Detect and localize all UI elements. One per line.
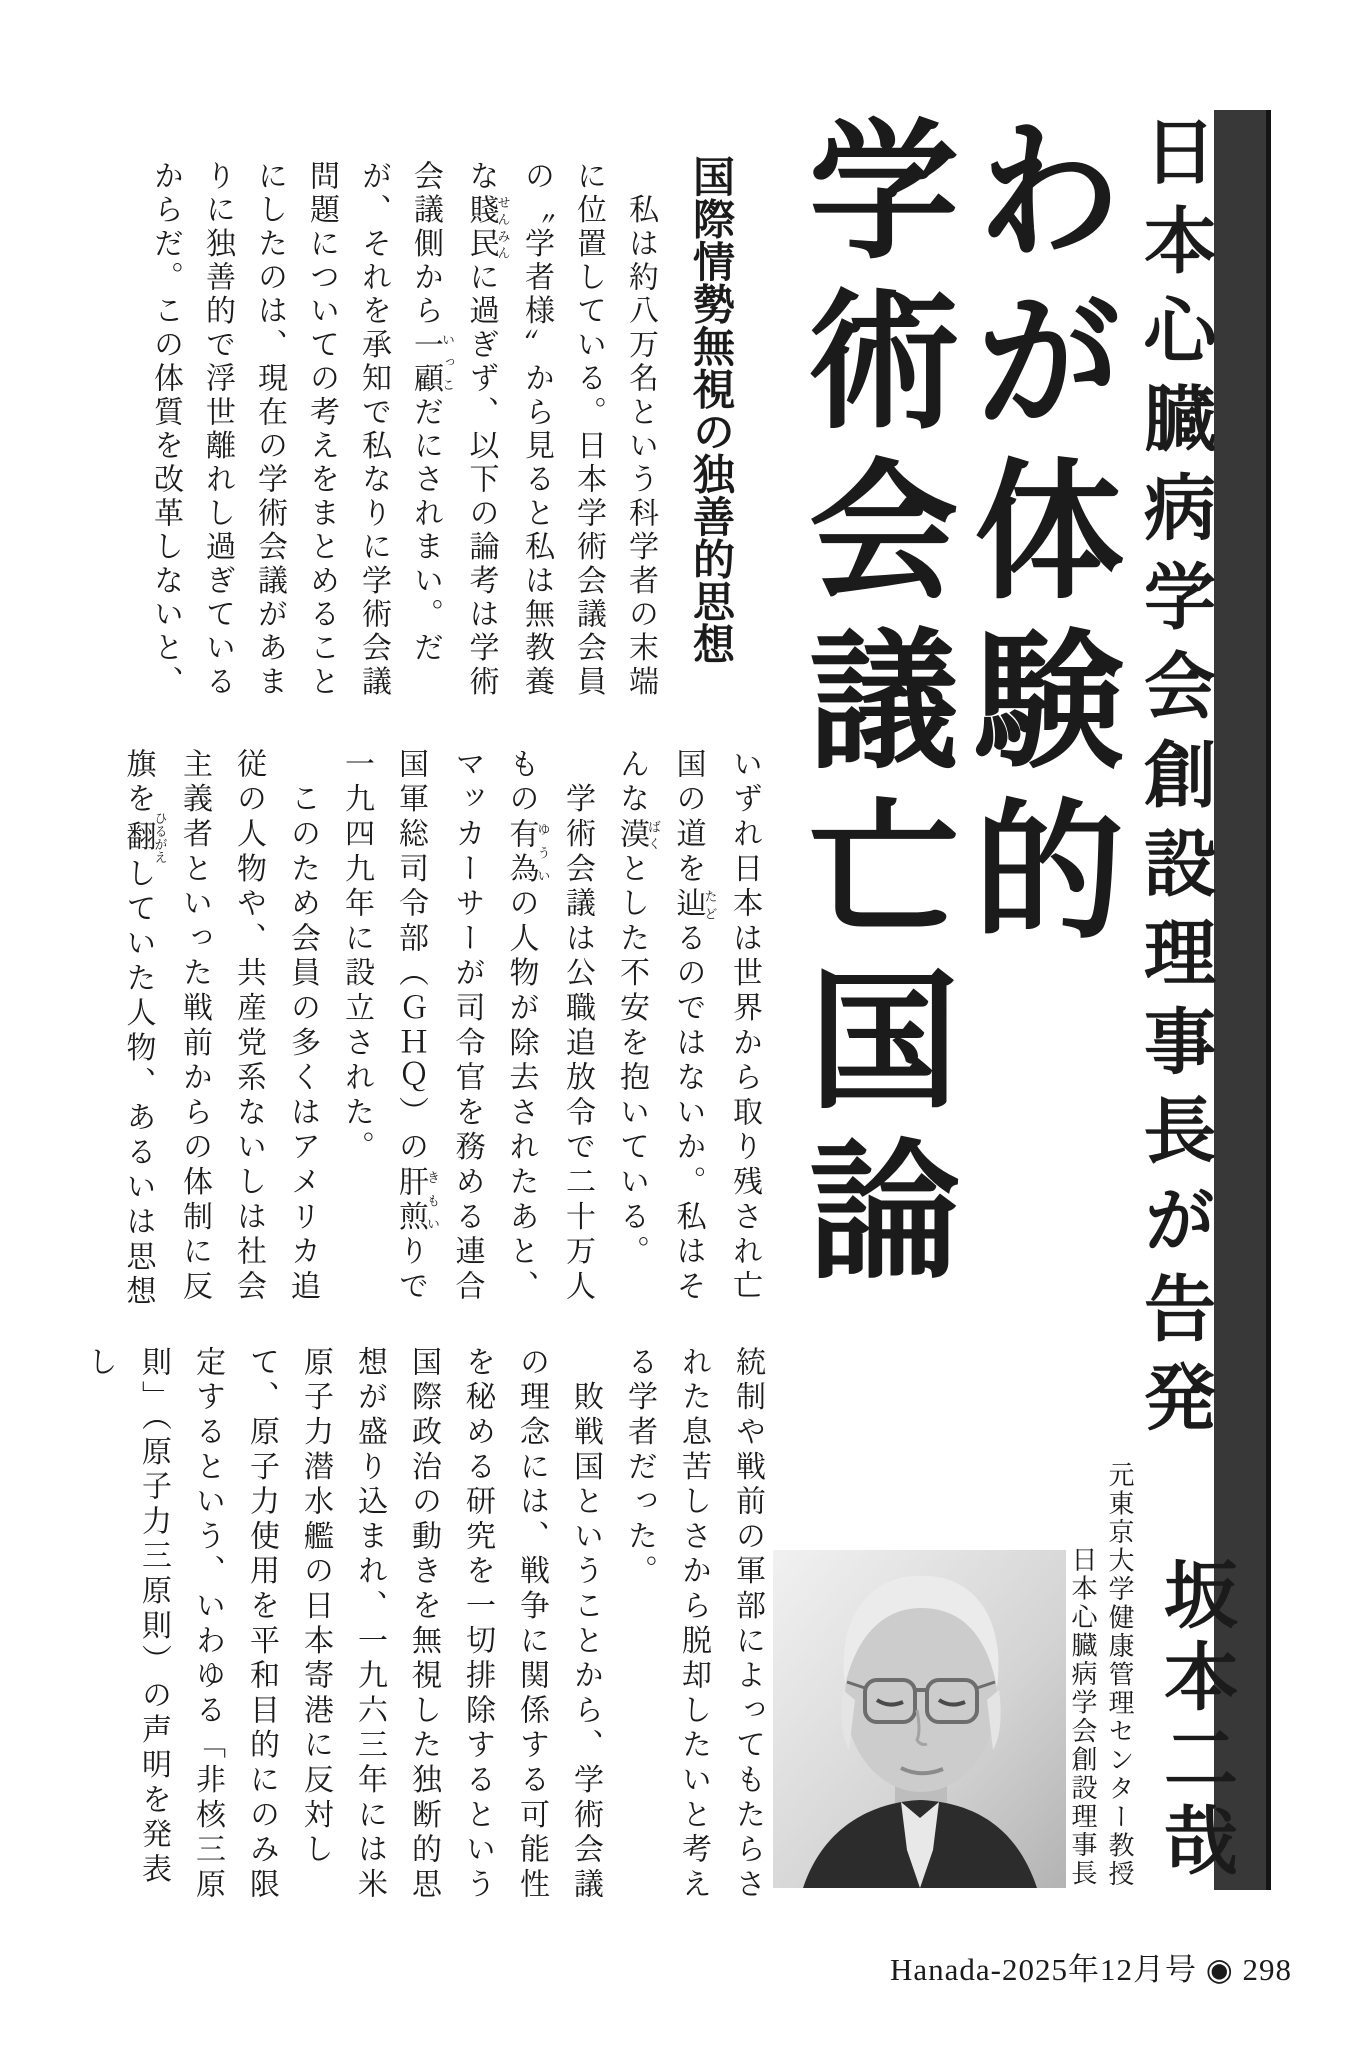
text-column: 則」（原子力三原則）の声明を発表し — [83, 1346, 170, 1888]
text-column: が、それを承知で私なりに学術会議 — [357, 160, 390, 700]
text-column: を秘める研究を一切排除するという — [461, 1346, 494, 1903]
text-column: 学術会議は公職追放令で二十万人 — [561, 748, 594, 1305]
text-column: からだ。この体質を改革しないと、 — [149, 160, 182, 700]
main-title-line2: 学術会議亡国論 — [786, 112, 952, 1302]
text-column: て、原子力使用を平和目的にのみ限 — [245, 1346, 278, 1903]
text-column: の〝学者様〟から見ると私は無教養 — [520, 160, 553, 700]
text-column: の理念には、戦争に関係する可能性 — [515, 1346, 548, 1903]
text-column: 日本心臓病学会創設理事長 — [1068, 1546, 1097, 1888]
text-column: な賤民せんみんに過ぎず、以下の論考は学術 — [464, 160, 511, 700]
text-column: 国際政治の動きを無視した独断的思 — [407, 1346, 440, 1903]
text-column: もの有為ゆういの人物が除去されたあと、 — [504, 748, 551, 1305]
text-column: 国の道を辿たどるのではないか。私はそ — [671, 748, 718, 1305]
text-column: りに独善的で浮世離れし過ぎている — [201, 160, 234, 700]
kicker-headline: 日本心臓病学会創設理事長が告発 — [1133, 114, 1213, 1449]
text-column: 会議側から一顧いっこだにされまい。だ — [409, 160, 455, 666]
subtitle: 国際情勢無視の独善的思想 — [687, 155, 733, 665]
text-column: れた息苦しさから脱却したいと考え — [677, 1346, 710, 1903]
text-column: にしたのは、現在の学術会議があま — [253, 160, 286, 700]
text-column: 旗を翻ひるがえしていた人物、あるいは思想 — [121, 748, 168, 1311]
author-photo — [773, 1550, 1066, 1888]
text-column: 主義者といった戦前からの体制に反 — [178, 748, 211, 1305]
author-titles — [1060, 1456, 1138, 1888]
body-block-3 — [83, 1346, 774, 1912]
text-column: んな漠ばくとした不安を抱いている。 — [615, 748, 661, 1271]
author-name: 坂本二哉 — [1153, 1556, 1235, 1884]
text-column: 想が盛り込まれ、一九六三年には米 — [353, 1346, 386, 1903]
text-column: 一九四九年に設立された。 — [340, 748, 373, 1166]
text-column: 元東京大学健康管理センター教授 — [1105, 1460, 1134, 1888]
author-portrait-graphic — [773, 1550, 1066, 1888]
body-block-1 — [142, 160, 666, 712]
text-column: 統制や戦前の軍部によってもたらさ — [731, 1346, 764, 1903]
text-column: このため会員の多くはアメリカ追 — [286, 748, 319, 1305]
text-column: 従の人物や、共産党系ないしは社会 — [232, 748, 265, 1305]
text-column: いずれ日本は世界から取り残され亡 — [728, 748, 761, 1305]
text-column: マッカーサーが司令官を務める連合 — [450, 748, 484, 1305]
page-footer: Hanada-2025年12月号 ◉ 298 — [890, 1952, 1293, 1987]
text-column: 問題についての考えをまとめること — [305, 160, 338, 700]
text-column: る学者だった。 — [623, 1346, 656, 1590]
body-block-2 — [119, 748, 771, 1314]
text-column: 原子力潜水艦の日本寄港に反対し — [299, 1346, 332, 1868]
main-title-line1: わが体験的 — [951, 112, 1117, 962]
text-column: 私は約八万名という科学者の末端 — [624, 160, 657, 700]
text-column: 敗戦国ということから、学術会議 — [569, 1346, 602, 1903]
text-column: に位置している。日本学術会議会員 — [572, 160, 605, 700]
text-column: 定するという、いわゆる「非核三原 — [191, 1346, 224, 1903]
text-column: 国軍総司令部（ＧＨＱ）の肝煎きもいりで — [394, 748, 440, 1305]
